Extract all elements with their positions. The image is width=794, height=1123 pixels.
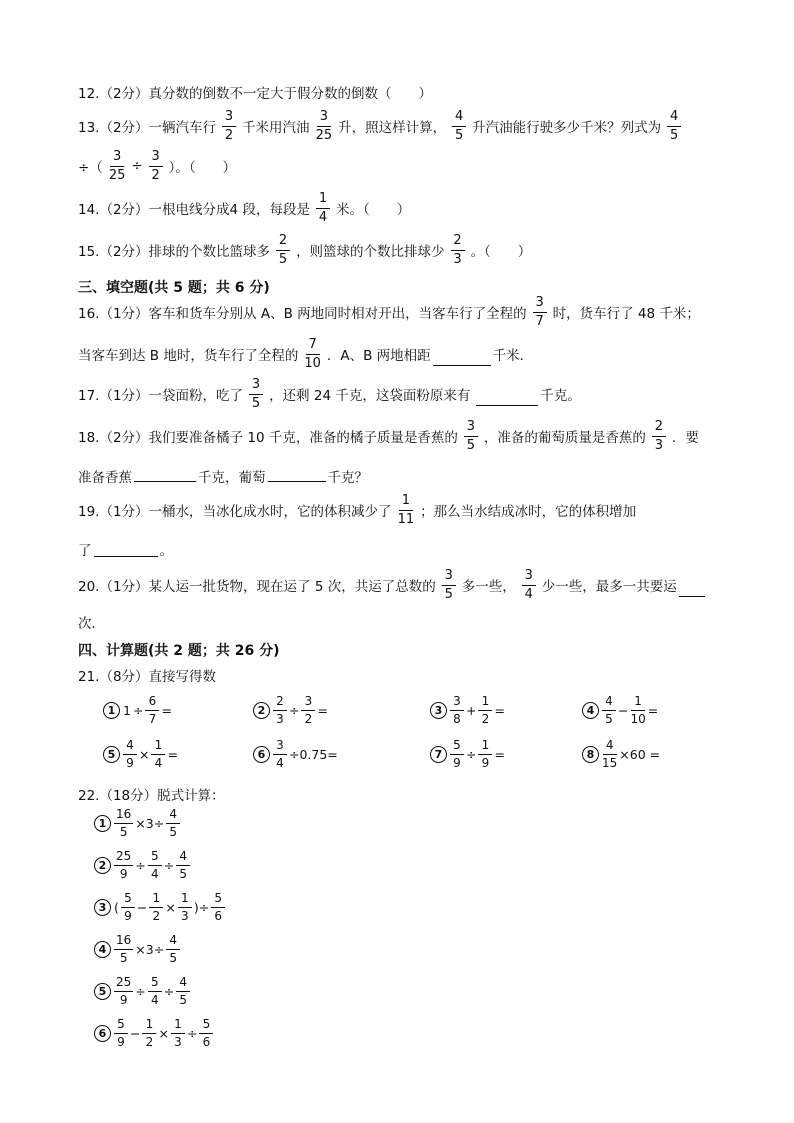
question-20-line1 — [78, 569, 707, 601]
operand: 1 — [123, 702, 131, 718]
operator: ( — [114, 899, 119, 915]
operator: − — [136, 899, 148, 915]
expression-tail: = — [494, 702, 505, 718]
q19-text: 。 — [159, 543, 173, 559]
fraction: $\frac{1}{2}$ — [149, 892, 163, 922]
q18-text: 千克，葡萄 — [198, 470, 266, 486]
answer-blank[interactable] — [433, 364, 491, 366]
answer-blank[interactable] — [268, 480, 326, 482]
operator: × — [139, 746, 150, 762]
q19-text: 了 — [78, 543, 92, 559]
fraction: $\frac{5}{6}$ — [211, 892, 225, 922]
operator: ÷ — [466, 746, 477, 762]
q12-text: 12.（2分）真分数的倒数不一定大于假分数的倒数（ ） — [78, 86, 433, 102]
operator: × — [165, 899, 176, 915]
question-14 — [78, 192, 410, 224]
fraction: $\frac{4}{15}$ — [602, 738, 618, 770]
fraction: $\frac{5}{4}$ — [148, 850, 162, 880]
q15-text: ，则篮球的个数比排球少 — [296, 244, 445, 261]
q21-item — [253, 739, 339, 769]
section-4-heading: 四、计算题(共 2 题；共 26 分) — [78, 643, 280, 659]
item-number: 6 — [94, 1025, 111, 1042]
q13-text: 13.（2分）一辆汽车行 — [78, 120, 217, 137]
expression-tail: ÷0.75= — [289, 746, 338, 762]
q13-text: 升汽油能行驶多少千米？列式为 — [472, 120, 662, 137]
q22-item — [94, 934, 181, 964]
q19-text: 19.（1分）一桶水，当冰化成水时，它的体积减少了 — [78, 504, 392, 521]
section-3-heading: 三、填空题(共 5 题；共 6 分) — [78, 280, 270, 296]
question-20-line2 — [78, 612, 105, 632]
item-number: 2 — [253, 702, 270, 719]
operator: − — [618, 702, 629, 718]
fraction: $\frac{1}{2}$ — [142, 1018, 156, 1048]
fraction: $\frac{3}{7}$ — [533, 296, 547, 328]
q17-text: ，还剩 24 千克，这袋面粉原来有 — [269, 388, 471, 405]
fraction: $\frac{3}{2}$ — [301, 695, 315, 725]
q16-text: ．A、B 两地相距 — [326, 348, 431, 365]
fraction: $\frac{3}{2}$ — [149, 150, 163, 182]
q13-text: ÷（ — [78, 160, 103, 177]
operator: ×3÷ — [135, 941, 165, 957]
question-19-line2 — [78, 539, 173, 559]
q14-text: 14.（2分）一根电线分成4 段，每段是 — [78, 202, 310, 219]
fraction: $\frac{3}{5}$ — [249, 378, 263, 410]
operator: ÷ — [135, 857, 146, 873]
fraction: $\frac{16}{5}$ — [116, 933, 132, 965]
fraction: $\frac{25}{9}$ — [116, 975, 132, 1007]
q18-text: 18.（2分）我们要准备橘子 10 千克，准备的橘子质量是香蕉的 — [78, 430, 458, 447]
fraction: $\frac{2}{5}$ — [276, 234, 290, 266]
operator: ÷ — [163, 857, 175, 873]
item-number: 1 — [103, 702, 120, 719]
fraction: $\frac{3}{4}$ — [522, 569, 536, 601]
expression-tail: = — [161, 702, 172, 718]
q21-item — [582, 695, 659, 725]
operator: ÷ — [163, 983, 175, 999]
q15-text: 15.（2分）排球的个数比篮球多 — [78, 244, 271, 261]
item-number: 6 — [253, 746, 270, 763]
fraction: $\frac{5}{6}$ — [199, 1018, 213, 1048]
q21-item — [103, 695, 173, 725]
fraction: $\frac{2}{3}$ — [451, 234, 465, 266]
q20-text: 次． — [78, 616, 105, 632]
expression-tail: ×60 = — [619, 746, 661, 762]
operator: ÷ — [186, 1025, 198, 1041]
item-number: 8 — [582, 746, 599, 763]
question-17 — [78, 378, 581, 410]
question-13-line1 — [78, 110, 687, 142]
q18-text: ．要 — [671, 430, 699, 447]
expression-tail: = — [317, 702, 328, 718]
q14-text: 米。（ ） — [335, 202, 411, 219]
q21-item — [430, 739, 506, 769]
question-12 — [78, 82, 432, 102]
q13-text: 升，照这样计算， — [338, 120, 447, 137]
q16-text: 当客车到达 B 地时，货车行了全程的 — [78, 348, 299, 365]
fraction: $\frac{1}{2}$ — [478, 695, 492, 725]
fraction: $\frac{6}{7}$ — [145, 695, 159, 725]
q22-item — [94, 850, 191, 880]
q16-text: 千米． — [492, 348, 534, 365]
fraction: $\frac{4}{9}$ — [123, 739, 137, 769]
fraction: $\frac{5}{9}$ — [121, 892, 135, 922]
expression-tail: = — [167, 746, 178, 762]
fraction: $\frac{2}{3}$ — [273, 695, 287, 725]
fraction: $\frac{7}{10}$ — [304, 337, 321, 371]
q18-text: 准备香蕉 — [78, 470, 132, 486]
fraction: $\frac{1}{4}$ — [316, 192, 330, 224]
q22-item — [94, 892, 226, 922]
q21-item — [103, 739, 179, 769]
fraction: $\frac{3}{2}$ — [222, 110, 236, 142]
fraction: $\frac{5}{9}$ — [114, 1018, 128, 1048]
answer-blank[interactable] — [134, 480, 196, 482]
fraction: $\frac{4}{5}$ — [667, 110, 681, 142]
item-number: 3 — [430, 702, 447, 719]
operator: ÷ — [289, 702, 300, 718]
operator: + — [466, 702, 477, 718]
question-22-label: 22.（18分）脱式计算： — [78, 788, 225, 804]
fraction: $\frac{5}{9}$ — [450, 739, 464, 769]
q19-text: ；那么当水结成冰时，它的体积增加 — [420, 504, 637, 521]
q20-text: 少一些，最多一共要运 — [541, 579, 677, 596]
q13-text: ）。（ ） — [168, 160, 237, 177]
fraction: $\frac{1}{3}$ — [171, 1018, 185, 1048]
fraction: $\frac{1}{4}$ — [151, 739, 165, 769]
fraction: $\frac{3}{5}$ — [442, 569, 456, 601]
q22-item — [94, 808, 181, 838]
fraction: $\frac{3}{25}$ — [108, 149, 126, 183]
question-16-line1 — [78, 296, 700, 328]
item-number: 4 — [582, 702, 599, 719]
q17-text: 千克。 — [540, 388, 581, 405]
item-number: 2 — [94, 857, 111, 874]
answer-blank[interactable] — [94, 555, 158, 557]
q13-text: 千米用汽油 — [242, 120, 310, 137]
q16-text: 16.（1分）客车和货车分别从 A、B 两地同时相对开出，当客车行了全程的 — [78, 306, 527, 323]
fraction: $\frac{5}{4}$ — [148, 976, 162, 1006]
fraction: $\frac{1}{3}$ — [178, 892, 192, 922]
expression-tail: = — [494, 746, 505, 762]
q16-text: 时，货车行了 48 千米； — [552, 306, 700, 323]
fraction: $\frac{3}{25}$ — [315, 109, 333, 143]
question-16-line2 — [78, 338, 533, 370]
question-18-line2 — [78, 466, 368, 486]
q22-item — [94, 1018, 214, 1048]
q20-text: 多一些， — [461, 579, 516, 596]
q22-item — [94, 976, 191, 1006]
fraction: $\frac{4}{5}$ — [176, 976, 190, 1006]
fraction: $\frac{16}{5}$ — [116, 807, 132, 839]
q18-text: 千克？ — [327, 470, 368, 486]
item-number: 1 — [94, 815, 111, 832]
fraction: $\frac{1}{10}$ — [630, 694, 646, 726]
fraction: $\frac{3}{5}$ — [464, 420, 478, 452]
operator: − — [130, 1025, 141, 1041]
fraction: $\frac{4}{5}$ — [166, 808, 180, 838]
fraction: $\frac{4}{5}$ — [452, 110, 466, 142]
operator: ÷ — [132, 702, 144, 718]
item-number: 4 — [94, 941, 111, 958]
fraction: $\frac{2}{3}$ — [652, 420, 666, 452]
question-18-line1 — [78, 420, 699, 452]
item-number: 3 — [94, 899, 111, 916]
fraction: $\frac{1}{9}$ — [478, 739, 492, 769]
answer-blank[interactable] — [679, 595, 705, 597]
fraction: $\frac{25}{9}$ — [116, 849, 132, 881]
fraction: $\frac{1}{11}$ — [397, 493, 415, 527]
answer-blank[interactable] — [476, 404, 538, 406]
q21-item — [430, 695, 506, 725]
operator: ÷ — [135, 983, 146, 999]
operator: × — [158, 1025, 169, 1041]
fraction: $\frac{3}{4}$ — [273, 739, 287, 769]
q21-item — [582, 739, 661, 769]
question-19-line1 — [78, 494, 636, 526]
item-number: 5 — [103, 746, 120, 763]
fraction: $\frac{4}{5}$ — [176, 850, 190, 880]
operator: )÷ — [193, 899, 210, 915]
question-13-line2 — [78, 150, 236, 182]
expression-tail: = — [647, 702, 659, 718]
q20-text: 20.（1分）某人运一批货物，现在运了 5 次，共运了总数的 — [78, 579, 436, 596]
fraction: $\frac{3}{8}$ — [450, 695, 464, 725]
q17-text: 17.（1分）一袋面粉，吃了 — [78, 388, 244, 405]
item-number: 5 — [94, 983, 111, 1000]
fraction: $\frac{4}{5}$ — [602, 695, 616, 725]
operator: ×3÷ — [135, 815, 165, 831]
question-15 — [78, 234, 531, 266]
operator: ÷ — [131, 158, 143, 175]
q15-text: 。（ ） — [470, 244, 532, 261]
question-21-label: 21.（8分）直接写得数 — [78, 669, 217, 685]
item-number: 7 — [430, 746, 447, 763]
q18-text: ，准备的葡萄质量是香蕉的 — [483, 430, 646, 447]
fraction: $\frac{4}{5}$ — [166, 934, 180, 964]
q21-item — [253, 695, 329, 725]
